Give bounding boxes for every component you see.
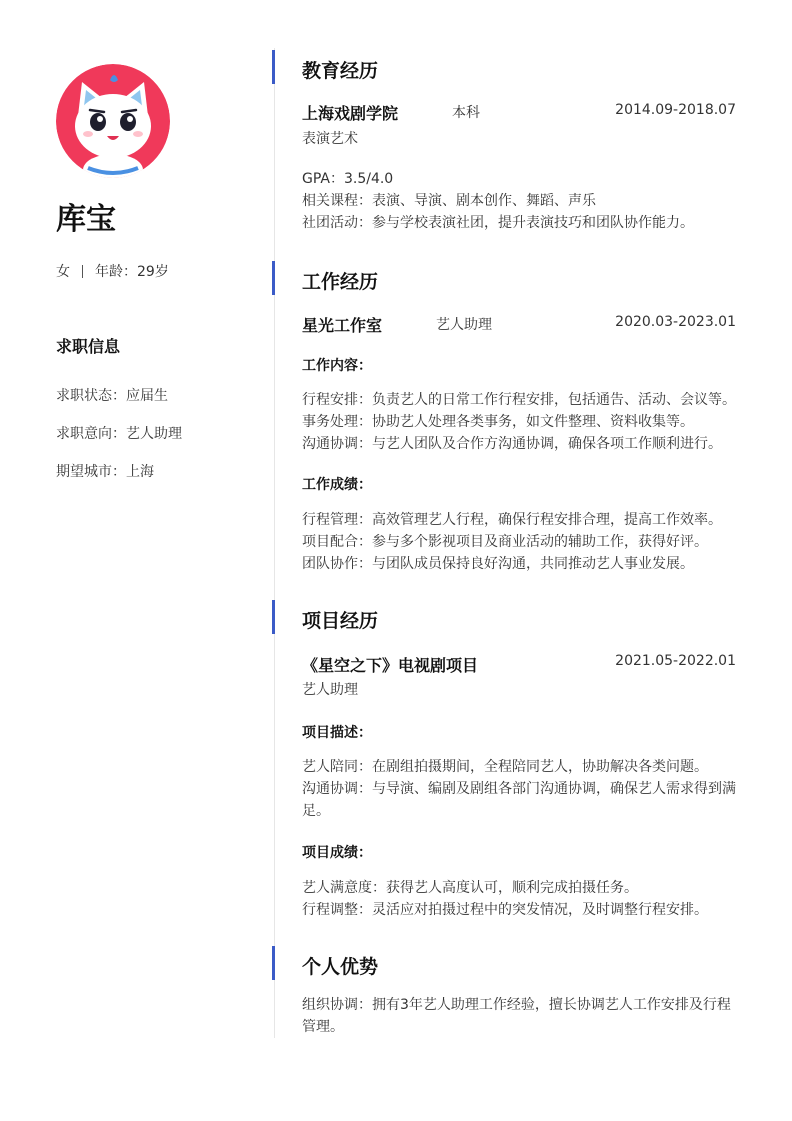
- work-achieve-item: 项目配合：参与多个影视项目及商业活动的辅助工作，获得好评。: [302, 534, 708, 550]
- work-content-item: 沟通协调：与艺人团队及合作方沟通协调，确保各项工作顺利进行。: [302, 436, 722, 452]
- section-accent-bar: [272, 261, 275, 295]
- education-title: 教育经历: [302, 60, 379, 82]
- age: 年龄：29岁: [95, 264, 169, 280]
- work-content-item: 事务处理：协助艺人处理各类事务，如文件整理、资料收集等。: [302, 414, 694, 430]
- section-accent-bar: [272, 946, 275, 980]
- expected-city: 期望城市：上海: [56, 464, 154, 480]
- separator: [82, 265, 83, 278]
- project-achieve-title: 项目成绩：: [302, 845, 372, 861]
- basic-info: [56, 261, 169, 281]
- project-achieve-item: 艺人满意度：获得艺人高度认可，顺利完成拍摄任务。: [302, 880, 638, 896]
- degree: 本科: [452, 105, 480, 121]
- gender: 女: [56, 264, 70, 280]
- project-title: 项目经历: [302, 610, 379, 632]
- gpa-line: GPA：3.5/4.0: [302, 171, 394, 187]
- major: 表演艺术: [302, 131, 358, 147]
- project-role: 艺人助理: [302, 682, 358, 698]
- project-desc-title: 项目描述：: [302, 725, 372, 741]
- work-content-item: 行程安排：负责艺人的日常工作行程安排，包括通告、活动、会议等。: [302, 392, 736, 408]
- company-name: 星光工作室: [302, 316, 383, 335]
- project-desc-item: 沟通协调：与导演、编剧及剧组各部门沟通协调，确保艺人需求得到满足。: [302, 781, 736, 819]
- work-achieve-item: 行程管理：高效管理艺人行程，确保行程安排合理，提高工作效率。: [302, 512, 722, 528]
- strength-title: 个人优势: [302, 956, 379, 978]
- courses-line: 相关课程：表演、导演、剧本创作、舞蹈、声乐: [302, 193, 596, 209]
- work-achieve-title: 工作成绩：: [302, 477, 372, 493]
- job-intention: 求职意向：艺人助理: [56, 426, 182, 442]
- project-name: 《星空之下》电视剧项目: [302, 656, 479, 675]
- school-name: 上海戏剧学院: [302, 104, 399, 123]
- cat-mascot-avatar: [56, 64, 170, 178]
- work-achieve-item: 团队协作：与团队成员保持良好沟通，共同推动艺人事业发展。: [302, 556, 694, 572]
- column-divider: [274, 48, 275, 1038]
- section-accent-bar: [272, 50, 275, 84]
- project-achieve-item: 行程调整：灵活应对拍摄过程中的突发情况，及时调整行程安排。: [302, 902, 708, 918]
- job-status: 求职状态：应届生: [56, 388, 168, 404]
- work-date: 2020.03-2023.01: [615, 314, 736, 330]
- work-content-title: 工作内容：: [302, 358, 372, 374]
- education-date: 2014.09-2018.07: [615, 102, 736, 118]
- job-info-title: 求职信息: [56, 337, 121, 356]
- work-title: 工作经历: [302, 271, 379, 293]
- project-desc-item: 艺人陪同：在剧组拍摄期间，全程陪同艺人，协助解决各类问题。: [302, 759, 708, 775]
- project-date: 2021.05-2022.01: [615, 653, 736, 669]
- section-accent-bar: [272, 600, 275, 634]
- activities-line: 社团活动：参与学校表演社团，提升表演技巧和团队协作能力。: [302, 215, 694, 231]
- candidate-name: 库宝: [56, 202, 116, 237]
- strength-item: 组织协调：拥有3年艺人助理工作经验，擅长协调艺人工作安排及行程管理。: [302, 997, 731, 1035]
- work-role: 艺人助理: [436, 317, 492, 333]
